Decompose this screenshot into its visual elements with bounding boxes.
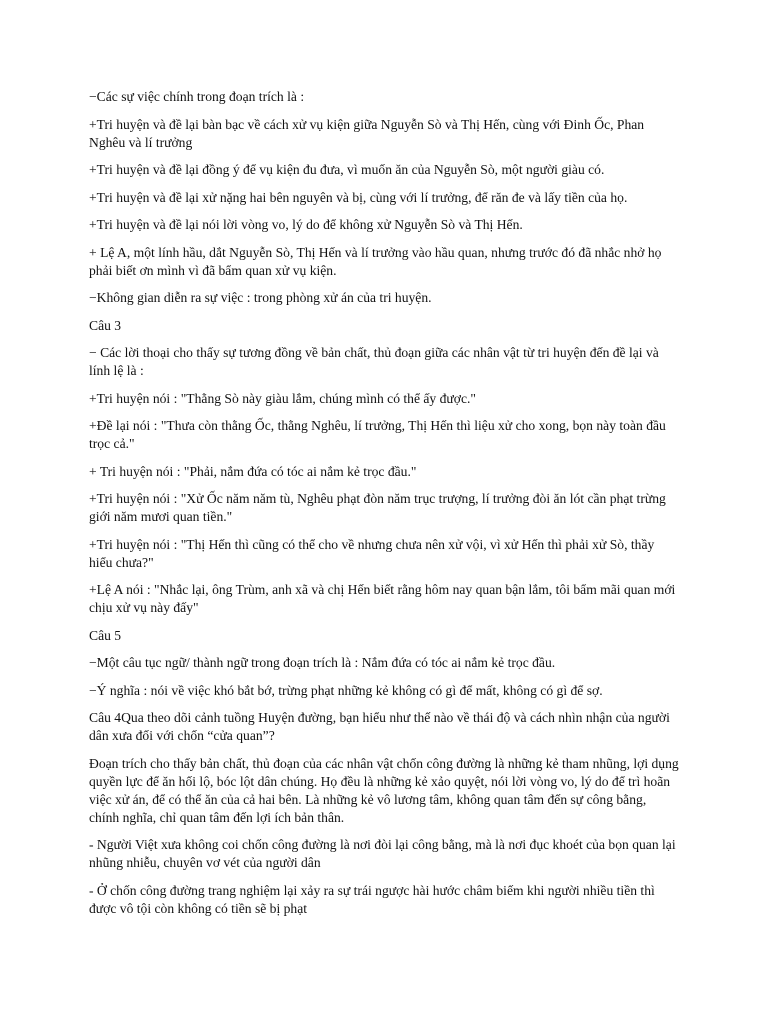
paragraph-dialogue-1: +Tri huyện nói : "Thằng Sò này giàu lắm, chúng mình có thể ấy được." [89,390,476,406]
paragraph-events-intro: −Các sự việc chính trong đoạn trích là : [89,89,305,104]
paragraph-event-2: +Tri huyện và đề lại đồng ý để vụ kiện đu đưa, vì muốn ăn của Nguyễn Sò, một người giàu có. [89,162,605,177]
paragraph-view-1: - Người Việt xưa không coi chốn công đường là nơi đòi lại công bằng, mà là nơi đục khoét của bọn quan lại nhũng nhiễu, chuyên vơ vét của người dân [89,837,676,870]
paragraph-dialogue-6: +Lệ A nói : "Nhắc lại, ông Trùm, anh xã và chị Hến biết rằng hôm nay quan bận lắm, tôi bẩm mãi quan mới chịu xử vụ này đấy" [89,582,676,615]
paragraph-analysis: Đoạn trích cho thấy bản chất, thủ đoạn của các nhân vật chốn công đường là những kẻ tham nhũng, lợi dụng quyền lực để ăn hối lộ, bóc lột dân chúng. Họ đều là những kẻ xảo quyệt, nói lời vòng vo, lý do để trì hoãn việc xử án, để có thể ăn của cả hai bên. Là những kẻ vô lương tâm, không quan tâm đến sự công bằng, chính nghĩa, chỉ quan tâm đến lợi ích bản thân. [89,755,679,825]
document-body [89,88,679,927]
paragraph-dialogue-3: + Tri huyện nói : "Phải, nắm đứa có tóc ai nắm kẻ trọc đầu." [89,463,417,479]
heading-cau-5: Câu 5 [89,627,122,643]
paragraph-dialogue-5: +Tri huyện nói : "Thị Hến thì cũng có thể cho về nhưng chưa nên xử vội, vì xử Hến thì phải xử Sò, thầy hiểu chưa?" [89,536,655,570]
paragraph-event-1: +Tri huyện và đề lại bàn bạc về cách xử vụ kiện giữa Nguyễn Sò và Thị Hến, cùng với Đinh Ốc, Phan Nghêu và lí trưởng [89,116,645,150]
paragraph-event-5: + Lệ A, một lính hầu, dắt Nguyễn Sò, Thị Hến và lí trưởng vào hầu quan, nhưng trước đó đã nhắc nhở họ phải biết ơn mình vì đã bẩm quan xử vụ kiện. [89,244,662,278]
paragraph-event-4: +Tri huyện và đề lại nói lời vòng vo, lý do để không xử Nguyễn Sò và Thị Hến. [89,217,523,232]
heading-cau-3: Câu 3 [89,317,122,333]
paragraph-meaning: −Ý nghĩa : nói về việc khó bắt bớ, trừng phạt những kẻ không có gì để mất, không có gì để sợ. [89,682,603,698]
paragraph-dialogue-2: +Đề lại nói : "Thưa còn thằng Ốc, thằng Nghêu, lí trưởng, Thị Hến thì liệu xử cho xong, bọn này toàn đầu trọc cả." [89,418,666,451]
heading-cau-4: Câu 4Qua theo dõi cảnh tuồng Huyện đường, bạn hiểu như thế nào về thái độ và cách nhìn nhận của người dân xưa đối với chốn “cửa quan”? [89,710,670,743]
paragraph-dialogue-intro: − Các lời thoại cho thấy sự tương đồng về bản chất, thủ đoạn giữa các nhân vật từ tri huyện đến đề lại và lính lệ là : [89,345,659,378]
paragraph-setting: −Không gian diễn ra sự việc : trong phòng xử án của tri huyện. [89,290,432,305]
paragraph-proverb: −Một câu tục ngữ/ thành ngữ trong đoạn trích là : Nắm đứa có tóc ai nắm kẻ trọc đầu. [89,655,556,670]
paragraph-event-3: +Tri huyện và đề lại xử nặng hai bên nguyên và bị, cùng với lí trưởng, để răn đe và lấy tiền của họ. [89,189,628,205]
paragraph-dialogue-4: +Tri huyện nói : "Xử Ốc năm năm tù, Nghêu phạt đòn năm trục trượng, lí trưởng đòi ăn lót cần phạt trừng giới năm mươi quan tiền." [89,491,666,524]
paragraph-view-2: - Ở chốn công đường trang nghiệm lại xảy ra sự trái ngược hài hước châm biếm khi người nhiều tiền thì được vô tội còn không có tiền sẽ bị phạt [89,882,655,916]
